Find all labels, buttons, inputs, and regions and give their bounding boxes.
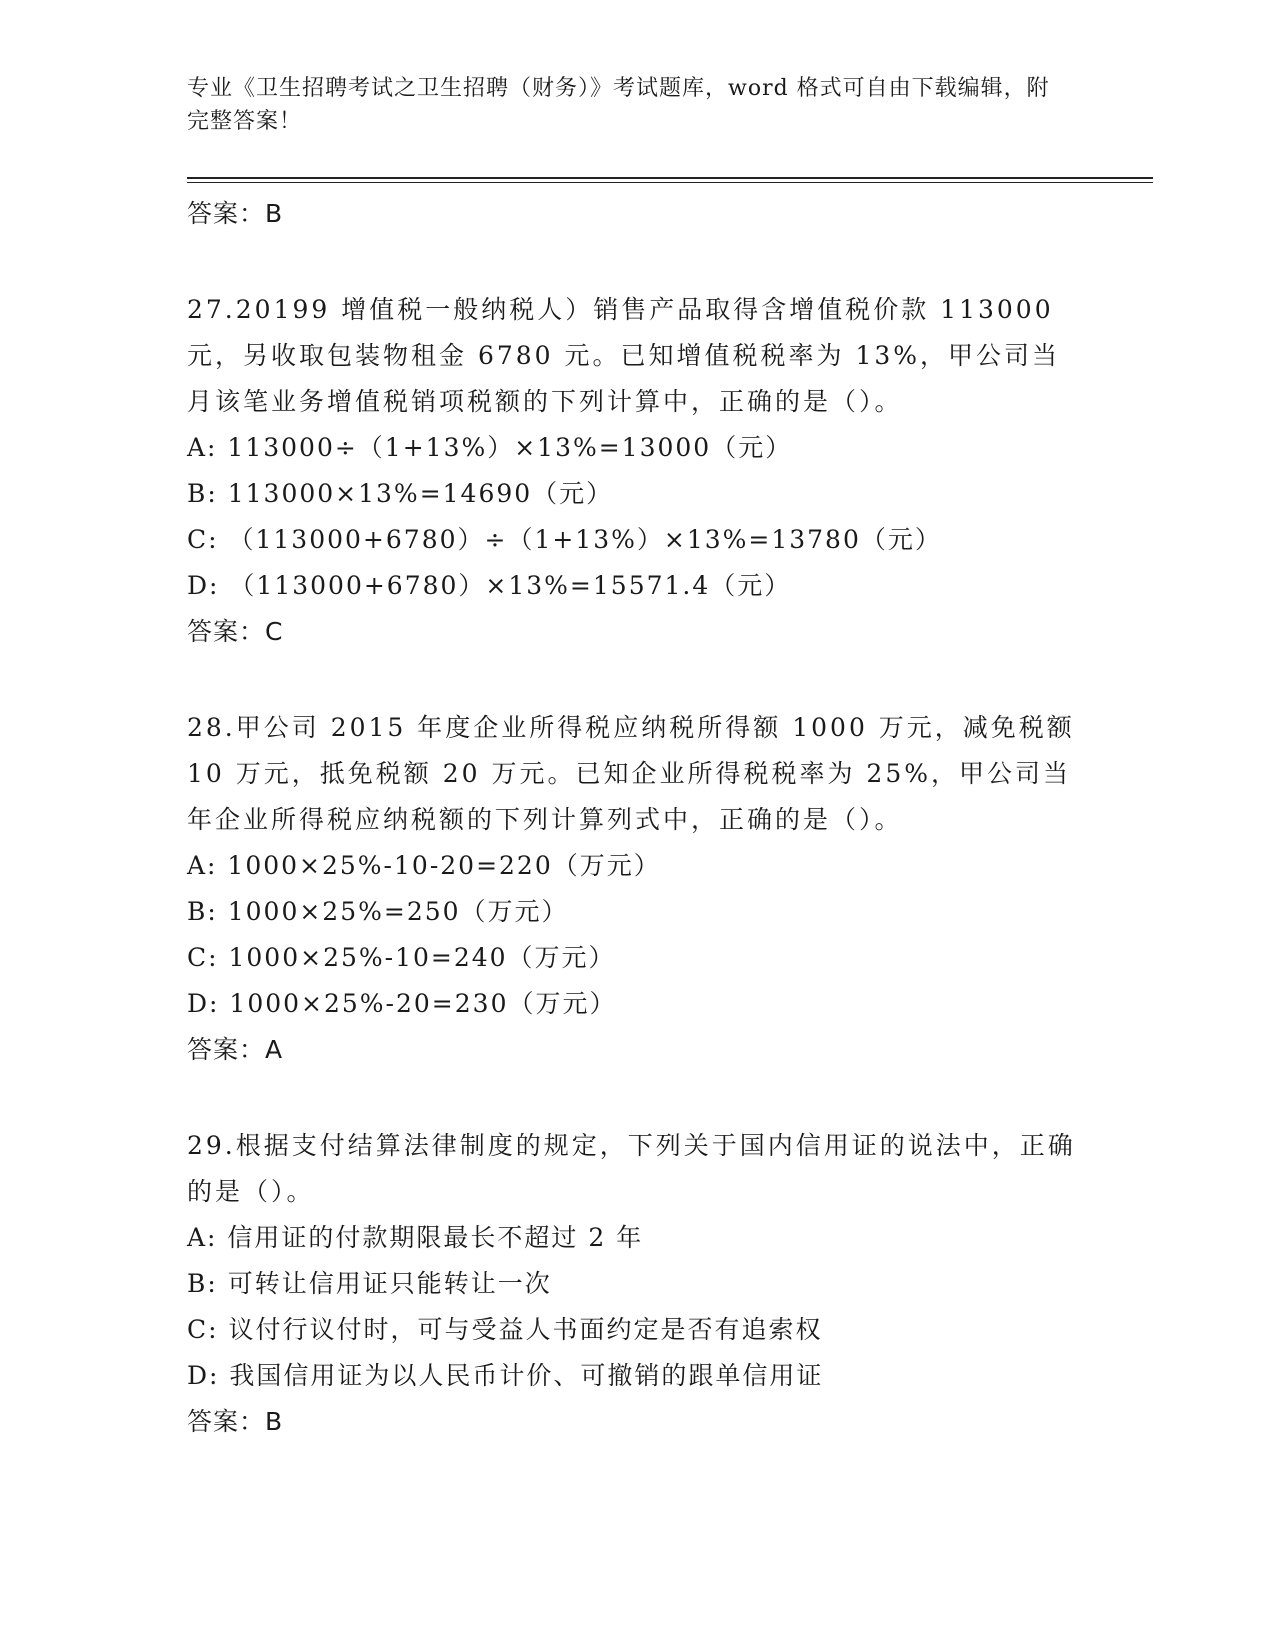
option-b: B: 1000×25%=250（万元）: [187, 897, 569, 926]
option-d: D: 我国信用证为以人民币计价、可撤销的跟单信用证: [187, 1361, 824, 1390]
option-a: A: 信用证的付款期限最长不超过 2 年: [187, 1223, 644, 1252]
question-text: 28.甲公司 2015 年度企业所得税应纳税所得额 1000 万元，减免税额 10 万元，抵免税额 20 万元。已知企业所得税税率为 25%，甲公司当年企业所得税应纳税额的下列计算列式中，正确的是（）。: [187, 713, 1075, 834]
option-b: B: 113000×13%=14690（元）: [187, 479, 614, 508]
option-c: C: 1000×25%-10=240（万元）: [187, 943, 616, 972]
answer: 答案：C: [187, 617, 284, 646]
option-c: C: 议付行议付时，可与受益人书面约定是否有追索权: [187, 1315, 823, 1344]
question-27: [187, 287, 1087, 655]
option-c: C: （113000+6780）÷（1+13%）×13%=13780（元）: [187, 525, 942, 554]
previous-answer: 答案：B: [187, 199, 284, 228]
option-d: D: 1000×25%-20=230（万元）: [187, 989, 617, 1018]
option-d: D: （113000+6780）×13%=15571.4（元）: [187, 571, 792, 600]
question-29: [187, 1123, 1087, 1445]
question-28: [187, 705, 1087, 1073]
option-b: B: 可转让信用证只能转让一次: [187, 1269, 552, 1298]
header-divider-thin: [187, 182, 1153, 183]
header-divider-thick: [187, 177, 1153, 179]
question-list: [187, 187, 1087, 1445]
answer: 答案：B: [187, 1407, 284, 1436]
option-a: A: 1000×25%-10-20=220（万元）: [187, 851, 661, 880]
question-text: 29.根据支付结算法律制度的规定，下列关于国内信用证的说法中，正确的是（）。: [187, 1131, 1076, 1206]
option-a: A: 113000÷（1+13%）×13%=13000（元）: [187, 433, 793, 462]
document-header: 专业《卫生招聘考试之卫生招聘（财务）》考试题库，word 格式可自由下载编辑，附完整答案！: [187, 76, 1050, 134]
question-text: 27.20199 增值税一般纳税人）销售产品取得含增值税价款 113000 元，另收取包装物租金 6780 元。已知增值税税率为 13%，甲公司当月该笔业务增值税销项税额的下列计算中，正确的是（）。: [187, 295, 1061, 416]
answer: 答案：A: [187, 1035, 284, 1064]
